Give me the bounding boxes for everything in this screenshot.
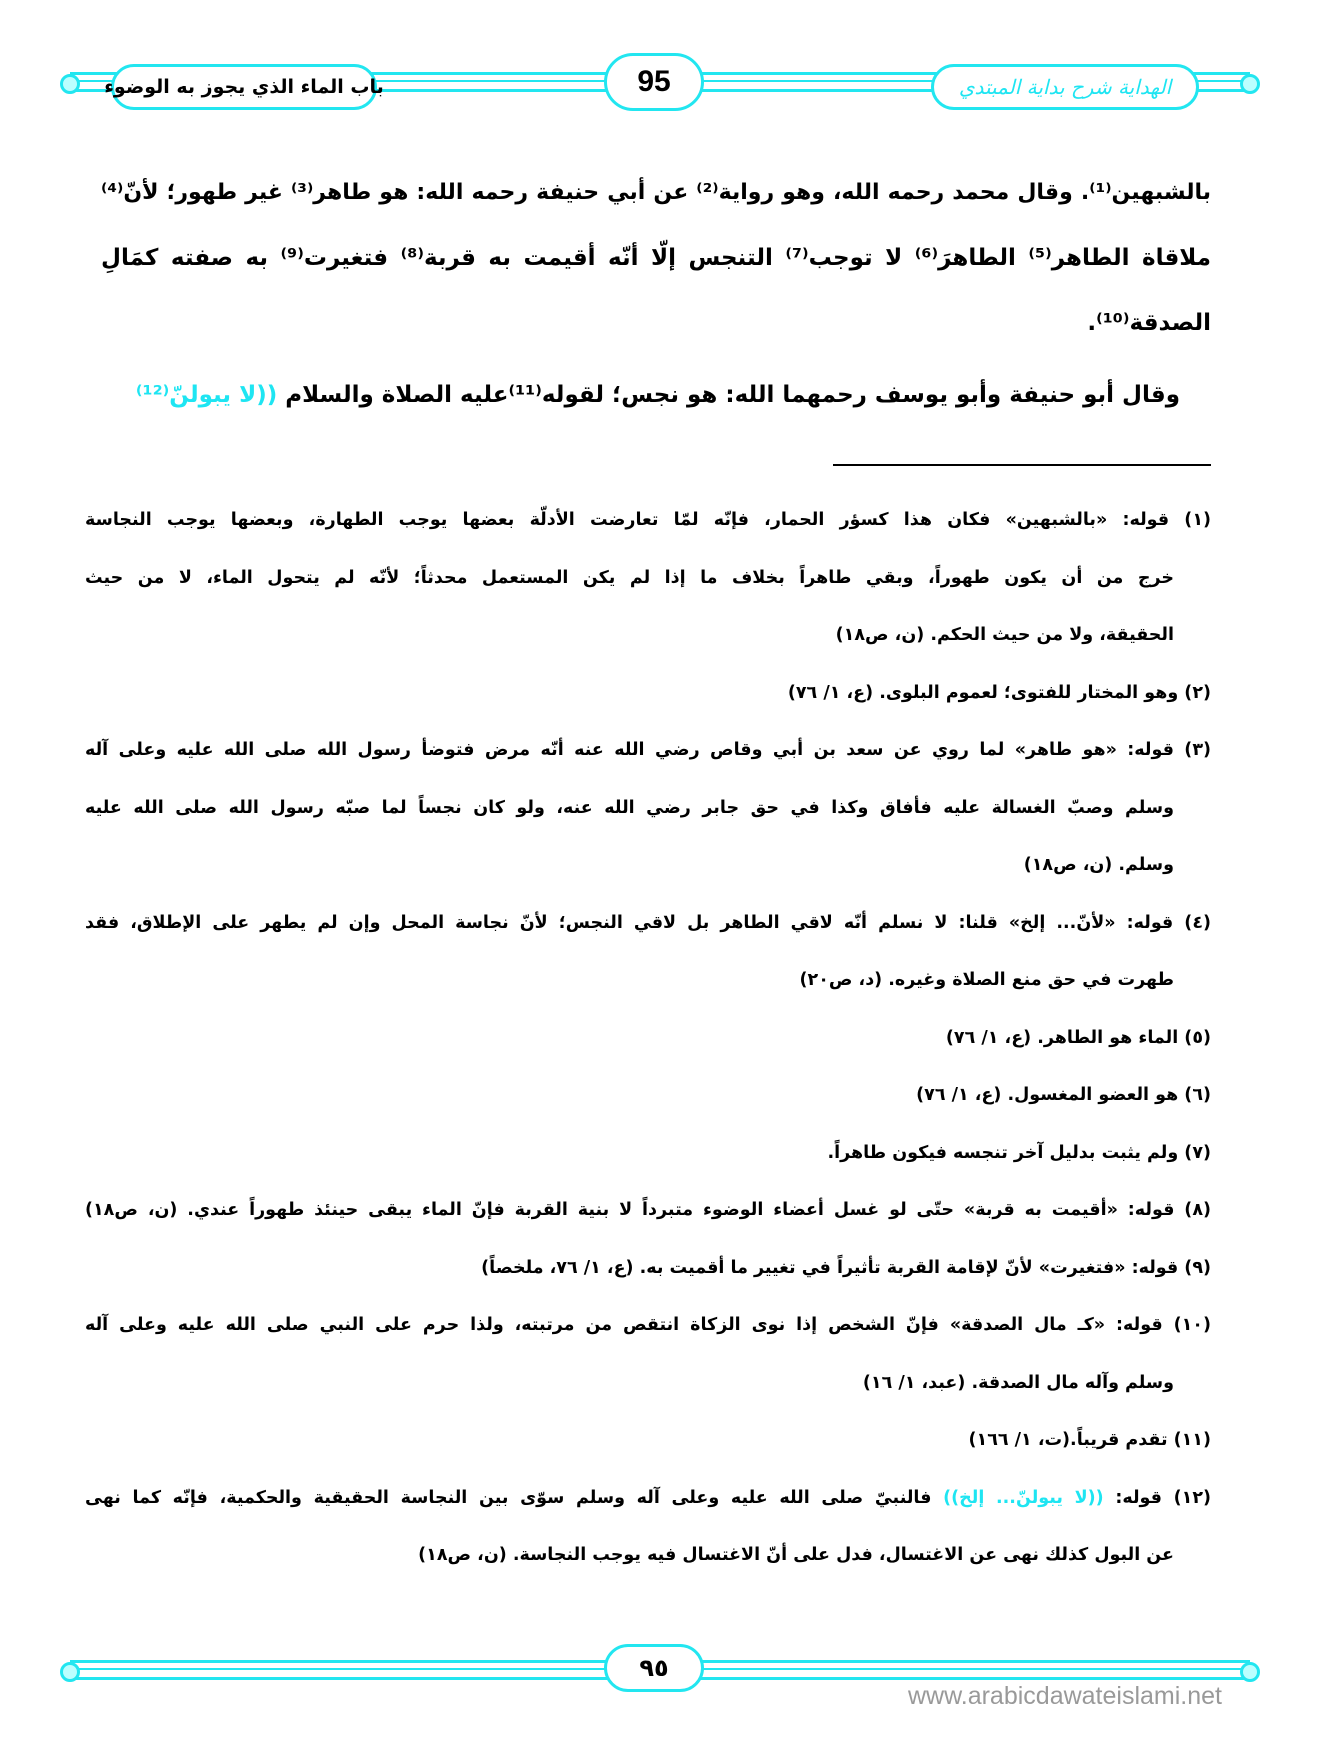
footnote-text: (٩) قوله: «فتغيرت» لأنّ لإقامة القربة تأثيراً في تغيير ما أقميت به. (ع، ١/ ٧٦، ملخصاً) [481,1257,1211,1278]
footnote-line [85,1085,1211,1105]
footnote-text: (١) قوله: «بالشبهين» فكان هذا كسؤر الحمار، فإنّه لمّا تعارضت الأدلّة بعضها يوجب الطهارة، وبعضها يوجب النجاسة [85,510,1211,530]
footnote-text: (٣) قوله: «هو طاهر» لما روي عن سعد بن أبي وقاص رضي الله عنه أنّه مرض فتوضأ رسول الله صلى الله عليه وعلى آله [85,740,1211,760]
footnote-text: وسلم. (ن، ص١٨) [1023,855,1174,875]
page-number-header: 95 [604,53,704,111]
footnote-text: (٤) قوله: «لأنّ... إلخ» قلنا: لا نسلم أنّه لاقي الطاهر بل لاقي النجس؛ لأنّ نجاسة المحل وإن لم يطهر على الإطلاق، فقد [85,912,1211,933]
footnote-line [85,683,1211,703]
page-number-footer: ٩٥ [604,1644,704,1692]
main-text-span: وقال أبو حنيفة وأبو يوسف رحمهما الله: هو نجس؛ لقوله⁽¹¹⁾عليه الصلاة والسلام [277,382,1180,408]
footnote-text: (١٠) قوله: «كـ مال الصدقة» فإنّ الشخص إذا نوى الزكاة انتقص من مرتبته، ولذا حرم على النبي صلى الله عليه وعلى آله [85,1315,1211,1335]
footnote-text: (٦) هو العضو المغسول. (ع، ١/ ٧٦) [916,1085,1211,1105]
footnote-line [85,1200,1211,1220]
main-line [136,382,1180,408]
footnote-text: (٨) قوله: «أقيمت به قربة» حتّى لو غسل أعضاء الوضوء متبرداً لا بنية القربة فإنّ الماء يبقى حينئذ طهوراً عندي. (ن، ص١٨) [85,1200,1211,1220]
website-url: www.arabicdawateislami.net [907,1682,1222,1710]
footnote-line [85,625,1174,645]
ornament-right [1240,74,1260,94]
ornament-left [60,1662,80,1682]
footnote-text: (٥) الماء هو الطاهر. (ع، ١/ ٧٦) [945,1027,1211,1048]
footnote-text: خرج من أن يكون طهوراً، وبقي طاهراً بخلاف ما إذا لم يكن المستعمل محدثاً؛ لأنّه لم يتحول الماء، لا من حيث [85,567,1174,588]
footnote-line [85,1028,1211,1048]
footnote-text: وسلم وآله مال الصدقة. (عبد، ١/ ١٦) [862,1372,1174,1393]
footnote-line [85,913,1211,933]
footnote-line [85,1315,1211,1335]
footnote-line [85,798,1174,818]
footnote-line [85,1430,1211,1450]
footnote-text: فالنبيّ صلى الله عليه وعلى آله وسلم سوّى بين النجاسة الحقيقية والحكمية، فإنّه كما نهى [85,1487,944,1508]
footnote-text: الحقيقة، ولا من حيث الحكم. (ن، ص١٨) [835,625,1174,645]
footnote-line [85,510,1211,530]
footnote-text: (٧) ولم يثبت بدليل آخر تنجسه فيكون طاهراً. [827,1142,1211,1163]
footnote-text: طهرت في حق منع الصلاة وغيره. (د، ص٢٠) [799,970,1174,990]
main-line: الصدقة⁽¹⁰⁾. [1087,310,1211,336]
footnote-line [85,1143,1211,1163]
footnote-line [85,1258,1211,1278]
footnote-prefix: (١٢) قوله: [1103,1487,1212,1508]
footnote-line [85,568,1174,588]
ornament-left [60,74,80,94]
footnote-quote: ((لا يبولنّ... إلخ)) [943,1487,1104,1508]
footnote-text: (٢) وهو المختار للفتوى؛ لعموم البلوى. (ع، ١/ ٧٦) [787,682,1211,703]
chapter-title: باب الماء الذي يجوز به الوضوء [111,64,377,110]
footnote-line [85,855,1174,875]
footnote-line [85,970,1174,990]
ornament-right [1240,1662,1260,1682]
footnote-line [85,740,1211,760]
footnote-separator [833,464,1211,466]
footnote-text: وسلم وصبّ الغسالة عليه فأفاق وكذا في حق جابر رضي الله عنه، ولو كان نجساً لما صبّه رسول الله صلى الله عليه [85,797,1174,818]
book-title: الهداية شرح بداية المبتدي [931,64,1199,110]
main-line: بالشبهين⁽¹⁾. وقال محمد رحمه الله، وهو رواية⁽²⁾ عن أبي حنيفة رحمه الله: هو طاهر⁽³⁾ غير طهور؛ لأنّ⁽⁴⁾ [101,180,1211,205]
footnote-text: (١١) تقدم قريباً.(ت، ١/ ١٦٦) [968,1430,1211,1450]
footnote-text: عن البول كذلك نهى عن الاغتسال، فدل على أنّ الاغتسال فيه يوجب النجاسة. (ن، ص١٨) [418,1545,1174,1565]
footnote-line [85,1488,1211,1508]
main-line: ملاقاة الطاهر⁽⁵⁾ الطاهرَ⁽⁶⁾ لا توجب⁽⁷⁾ التنجس إلّا أنّه أقيمت به قربة⁽⁸⁾ فتغيرت⁽⁹⁾ به صفته كمَالِ [101,245,1211,271]
footnote-line [85,1373,1174,1393]
hadith-quote: ((لا يبولنّ⁽¹²⁾ [135,382,278,408]
footnote-line [85,1545,1174,1565]
